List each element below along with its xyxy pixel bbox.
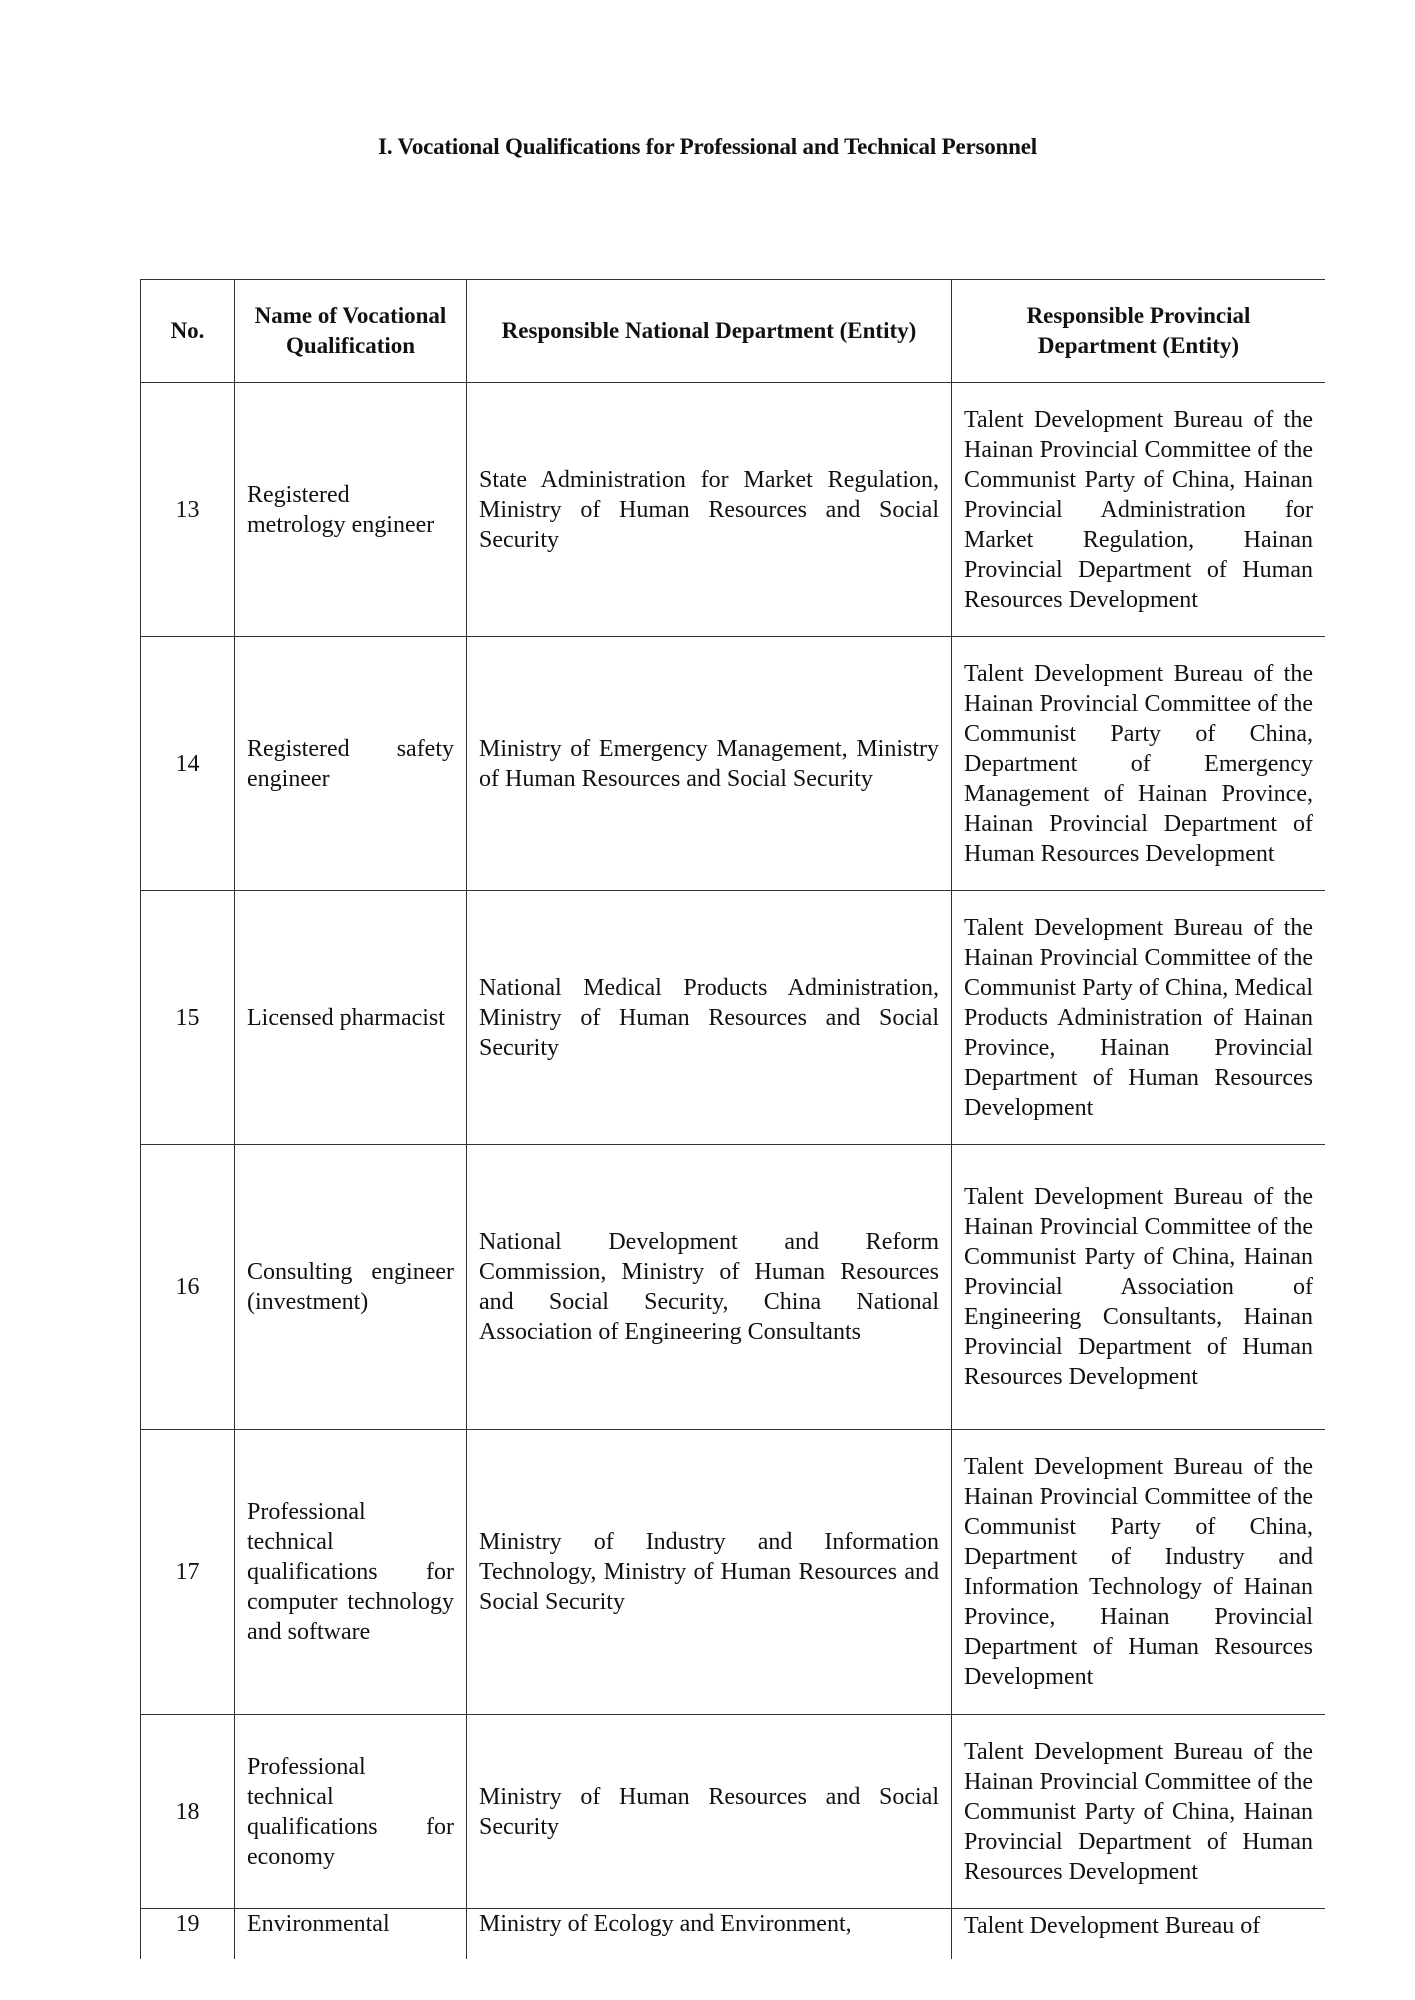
table-row [141, 637, 1326, 891]
row-number: 17 [141, 1430, 235, 1715]
table-header-row [141, 280, 1326, 383]
national-department: Ministry of Industry and Information Technology, Ministry of Human Resources and Social Security [467, 1430, 952, 1715]
provincial-department: Talent Development Bureau of the Hainan Provincial Committee of the Communist Party of China, Hainan Provincial Department of Human Resources Development [952, 1715, 1326, 1909]
header-no: No. [141, 280, 235, 383]
national-department: National Development and Reform Commission, Ministry of Human Resources and Social Security, China National Association of Engineering Consultants [467, 1145, 952, 1430]
qualification-name: Registered safety engineer [235, 637, 467, 891]
header-qualification-name: Name of Vocational Qualification [235, 280, 467, 383]
national-department: Ministry of Emergency Management, Ministry of Human Resources and Social Security [467, 637, 952, 891]
qualification-name: Professional technical qualifications for computer technology and software [235, 1430, 467, 1715]
qualification-name: Professional technical qualifications for economy [235, 1715, 467, 1909]
provincial-department: Talent Development Bureau of the Hainan Provincial Committee of the Communist Party of China, Department of Industry and Information Technology of Hainan Province, Hainan Provincial Department of Human Resources Development [952, 1430, 1326, 1715]
national-department: State Administration for Market Regulation, Ministry of Human Resources and Social Security [467, 383, 952, 637]
table-row [141, 1430, 1326, 1715]
table-row [141, 1909, 1326, 1960]
table-row [141, 1145, 1326, 1430]
table-row [141, 1715, 1326, 1909]
provincial-department: Talent Development Bureau of the Hainan Provincial Committee of the Communist Party of China, Hainan Provincial Association of Engineering Consultants, Hainan Provincial Department of Human Resources Development [952, 1145, 1326, 1430]
national-department: National Medical Products Administration, Ministry of Human Resources and Social Security [467, 891, 952, 1145]
qualification-name: Registered metrology engineer [235, 383, 467, 637]
table-row [141, 891, 1326, 1145]
row-number: 13 [141, 383, 235, 637]
qualification-name: Environmental [235, 1909, 467, 1960]
table-row [141, 383, 1326, 637]
qualification-name: Consulting engineer (investment) [235, 1145, 467, 1430]
row-number: 14 [141, 637, 235, 891]
qualifications-table [140, 279, 1325, 1959]
row-number: 19 [141, 1909, 235, 1960]
national-department: Ministry of Ecology and Environment, [467, 1909, 952, 1960]
qualification-name: Licensed pharmacist [235, 891, 467, 1145]
row-number: 16 [141, 1145, 235, 1430]
row-number: 15 [141, 891, 235, 1145]
header-national-department: Responsible National Department (Entity) [467, 280, 952, 383]
qualifications-table-wrapper [140, 279, 1325, 1959]
row-number: 18 [141, 1715, 235, 1909]
header-provincial-department: Responsible Provincial Department (Entity) [952, 280, 1326, 383]
provincial-department: Talent Development Bureau of the Hainan Provincial Committee of the Communist Party of China, Hainan Provincial Administration for Market Regulation, Hainan Provincial Department of Human Resources Development [952, 383, 1326, 637]
page-title: I. Vocational Qualifications for Professional and Technical Personnel [378, 134, 1037, 159]
national-department: Ministry of Human Resources and Social Security [467, 1715, 952, 1909]
provincial-department: Talent Development Bureau of the Hainan Provincial Committee of the Communist Party of China, Department of Emergency Management of Hainan Province, Hainan Provincial Department of Human Resources Development [952, 637, 1326, 891]
provincial-department: Talent Development Bureau of the Hainan Provincial Committee of the Communist Party of China, Medical Products Administration of Hainan Province, Hainan Provincial Department of Human Resources Development [952, 891, 1326, 1145]
provincial-department: Talent Development Bureau of [952, 1909, 1326, 1960]
